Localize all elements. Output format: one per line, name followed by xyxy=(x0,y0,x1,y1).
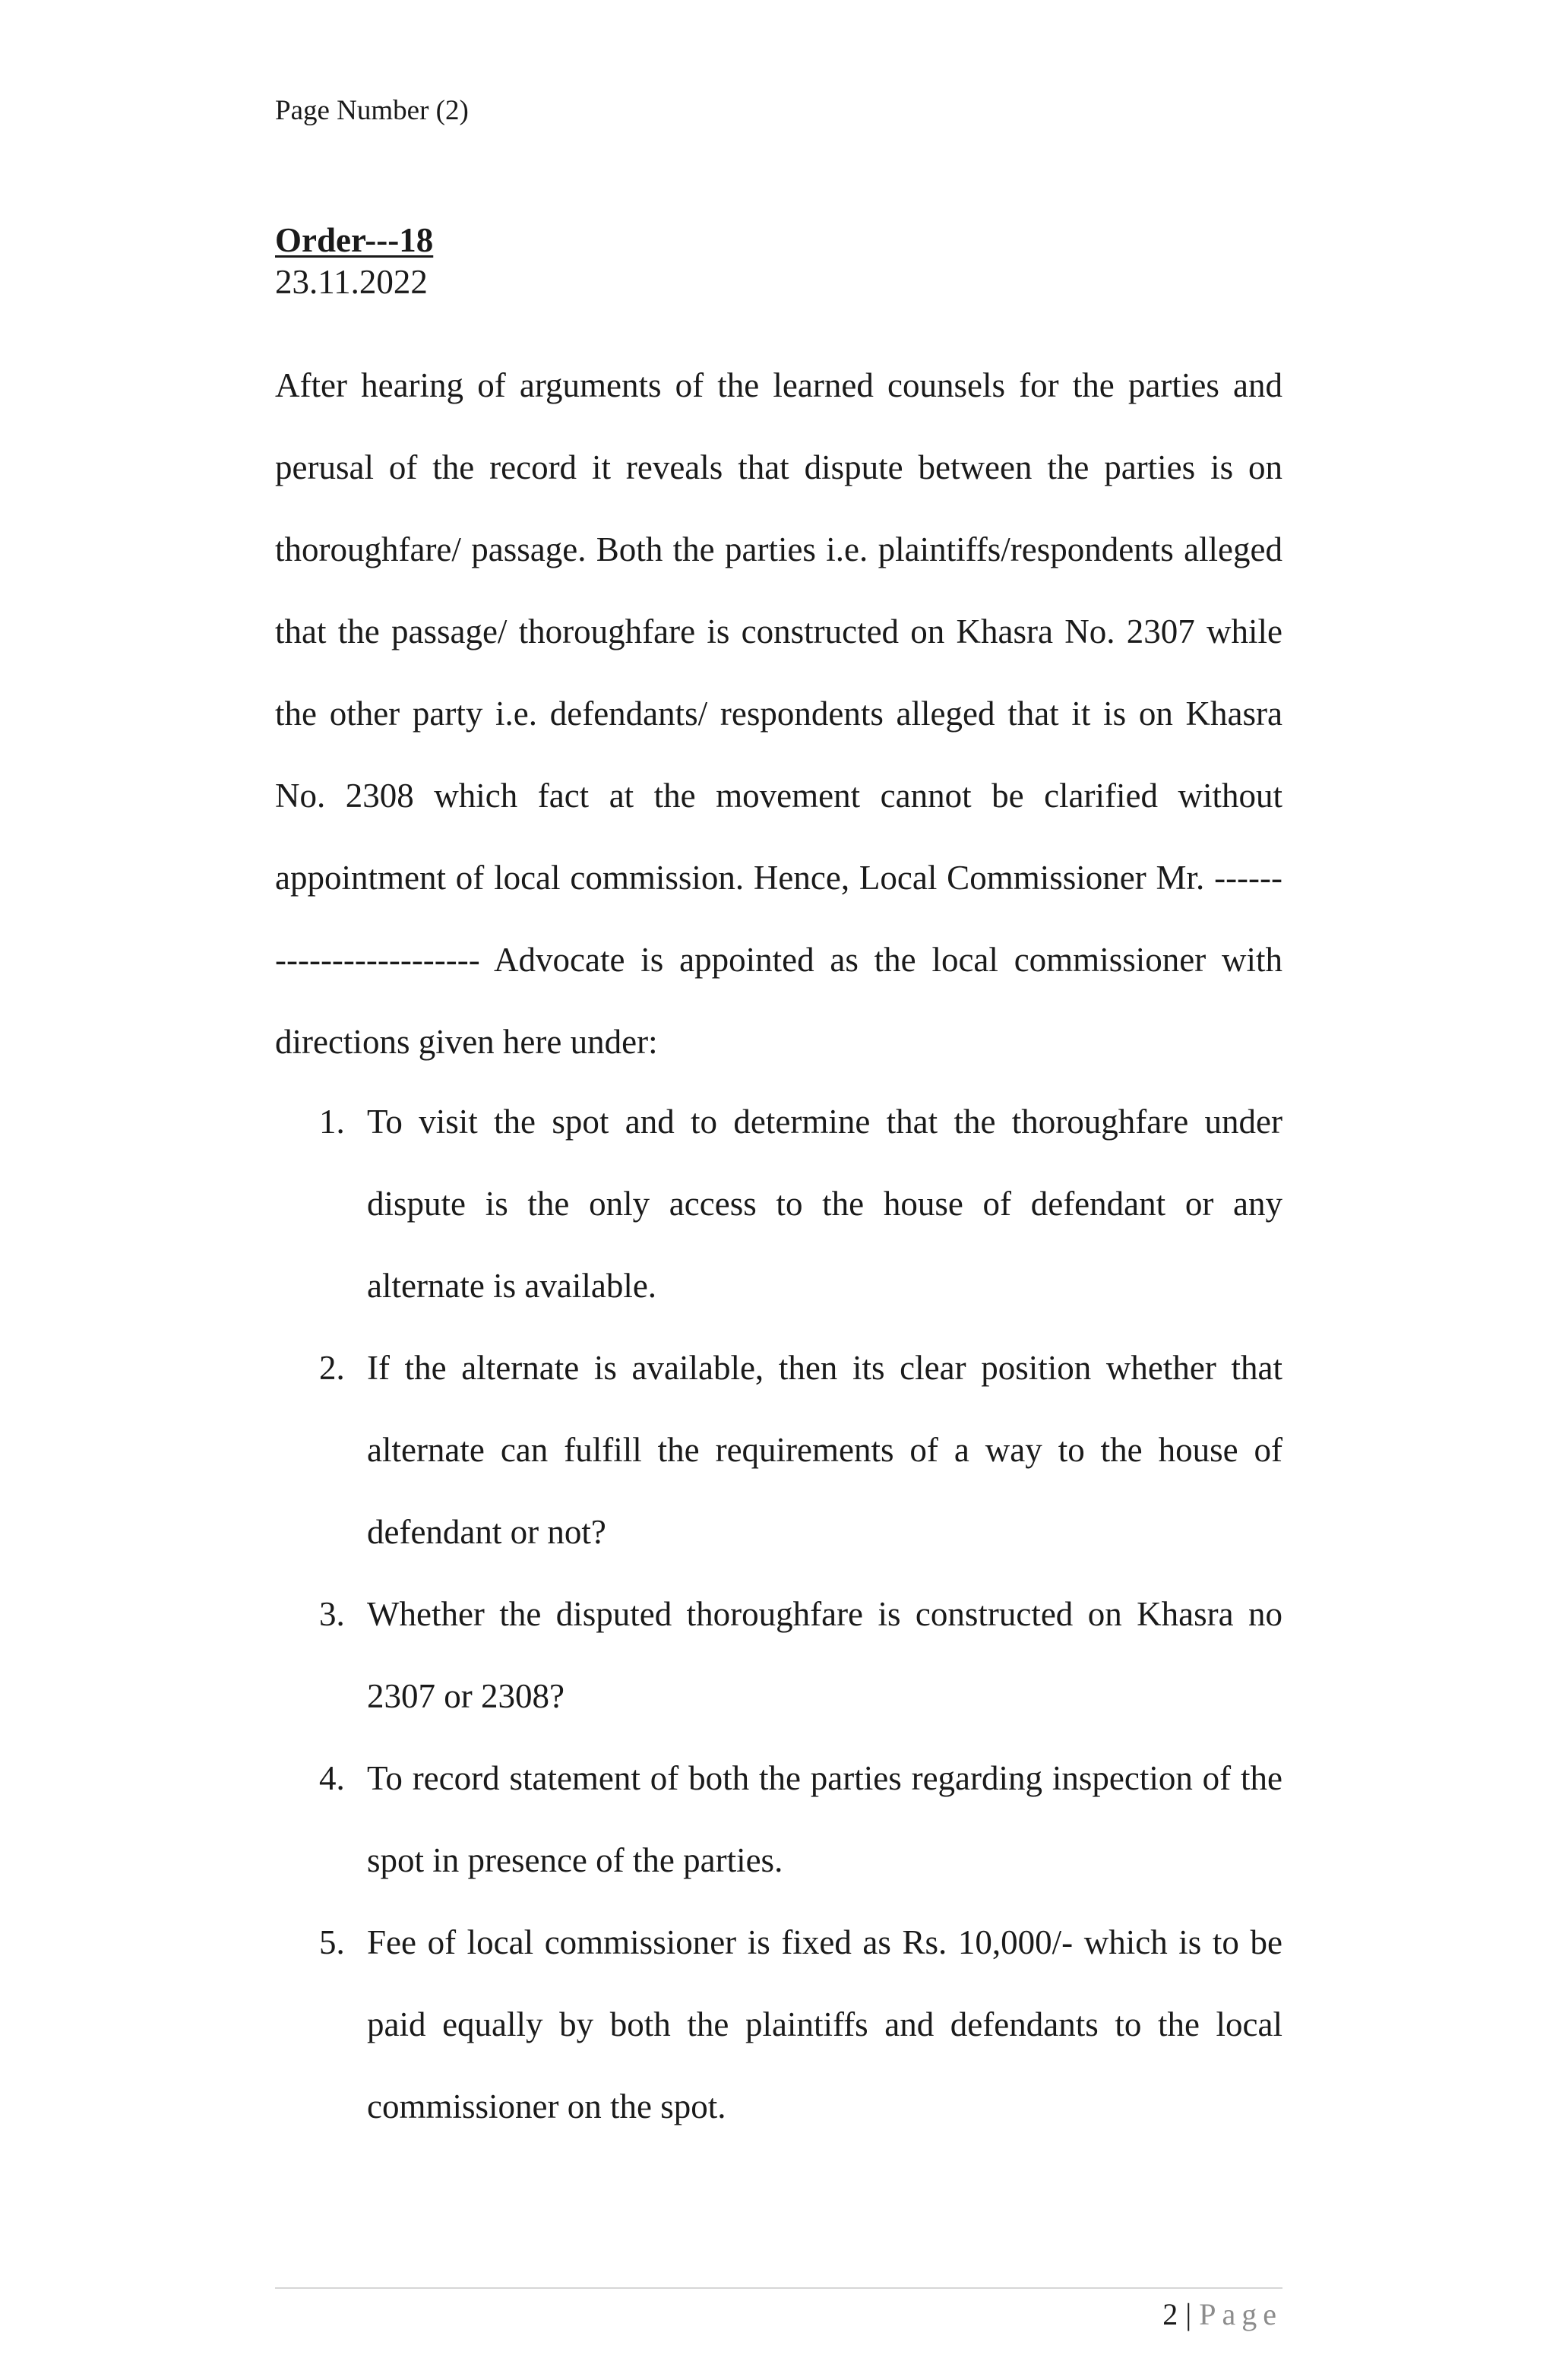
direction-text: To record statement of both the parties regarding inspection of the spot in presence of the parties. xyxy=(367,1759,1282,1879)
order-date: 23.11.2022 xyxy=(275,263,428,301)
direction-item xyxy=(275,1327,1282,1573)
direction-text: Whether the disputed thoroughfare is constructed on Khasra no 2307 or 2308? xyxy=(367,1595,1282,1715)
footer-separator: | xyxy=(1185,2297,1192,2331)
direction-item xyxy=(275,1737,1282,1901)
footer-page-label: Page xyxy=(1199,2297,1282,2331)
direction-text: If the alternate is available, then its clear position whether that alternate can fulfill the requirements of a way to the house of defendant or not? xyxy=(367,1349,1282,1551)
direction-item xyxy=(275,1901,1282,2147)
footer-divider xyxy=(275,2287,1282,2289)
footer-page-number: 2 xyxy=(1162,2297,1178,2331)
order-heading: Order---18 xyxy=(275,221,434,259)
direction-number: 3. xyxy=(319,1595,345,1633)
direction-number: 2. xyxy=(319,1349,345,1387)
order-body-paragraph: After hearing of arguments of the learned counsels for the parties and perusal of the record it reveals that dispute between the parties is on thoroughfare/ passage. Both the parties i.e. plaintiffs/respondents alleged that the passage/ thoroughfare is constructed on Khasra No. 2307 while the other party i.e. defendants/ respondents alleged that it is on Khasra No. 2308 which fact at the movement cannot be clarified without appointment of local commission. Hence, Local Commissioner Mr. ------------------------ Advocate is appointed as the local commissioner with directions given here under: xyxy=(275,366,1282,1061)
direction-number: 5. xyxy=(319,1923,345,1961)
page-number-header: Page Number (2) xyxy=(275,95,469,126)
direction-text: Fee of local commissioner is fixed as Rs. 10,000/- which is to be paid equally by both the plaintiffs and defendants to the local commissioner on the spot. xyxy=(367,1923,1282,2125)
direction-number: 4. xyxy=(319,1759,345,1797)
direction-number: 1. xyxy=(319,1103,345,1141)
direction-item xyxy=(275,1573,1282,1737)
direction-item xyxy=(275,1081,1282,1327)
page-footer xyxy=(1162,2293,1282,2336)
direction-text: To visit the spot and to determine that the thoroughfare under dispute is the only access to the house of defendant or any alternate is available. xyxy=(367,1103,1282,1305)
directions-list xyxy=(275,1081,1282,2147)
